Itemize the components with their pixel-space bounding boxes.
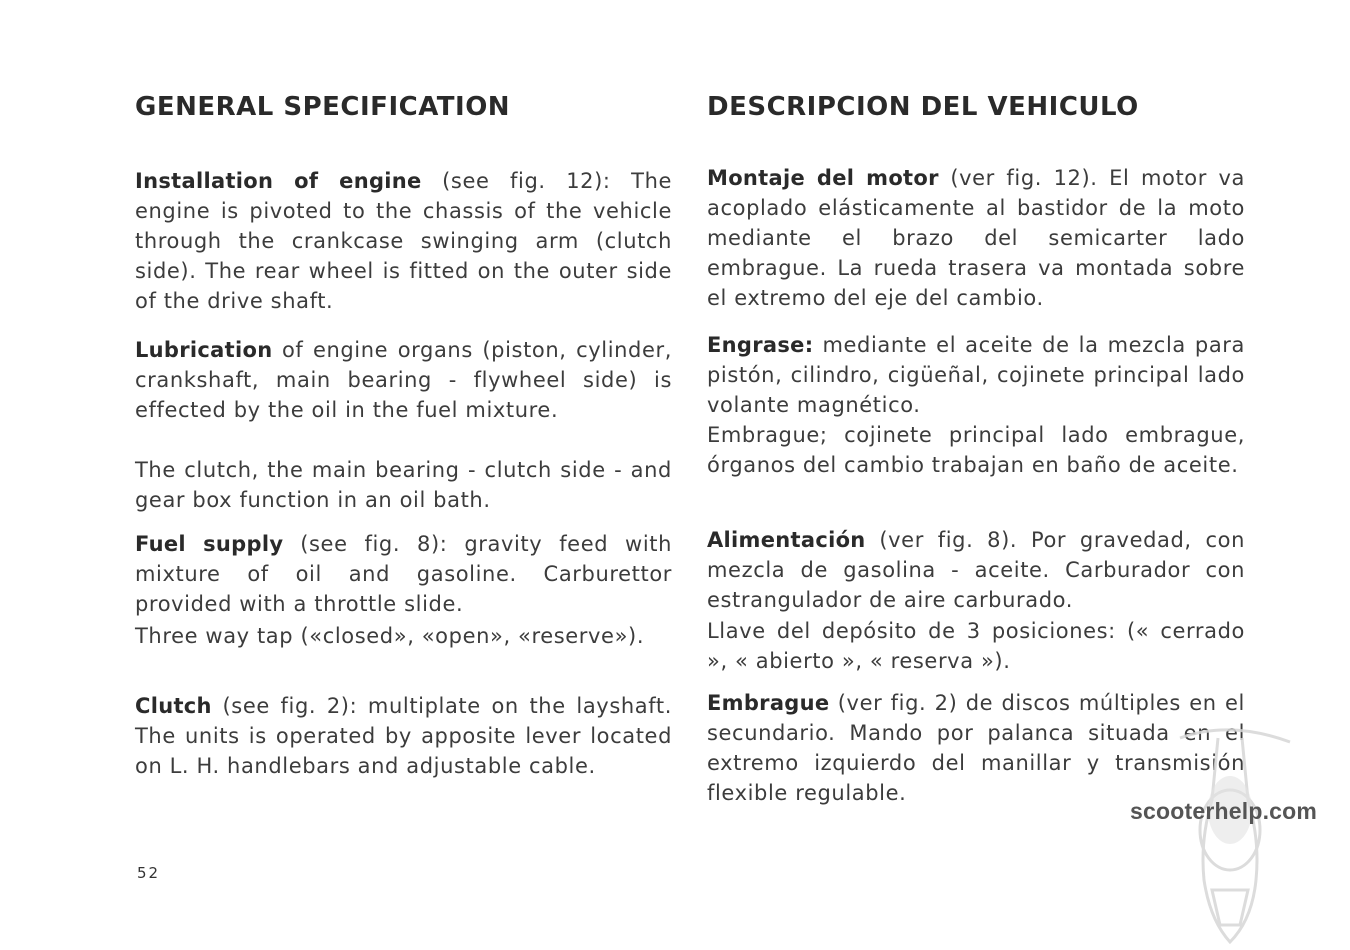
paragraph-text: Llave del depósito de 3 posiciones: (« cerrado », « abierto », « reserva »). <box>707 619 1245 673</box>
paragraph-text: of engine organs (piston, cylinder, crankshaft, main bearing - flywheel side) is effected by the oil in the fuel mixture. <box>135 338 672 422</box>
paragraph-term: Fuel supply <box>135 532 284 556</box>
clutch-paragraph <box>135 691 672 781</box>
fuel-supply-paragraph <box>135 529 672 619</box>
english-heading: GENERAL SPECIFICATION <box>135 92 511 122</box>
paragraph-term: Lubrication <box>135 338 273 362</box>
spanish-heading: DESCRIPCION DEL VEHICULO <box>707 92 1139 122</box>
installation-paragraph <box>135 166 672 316</box>
lubrication-paragraph <box>135 335 672 425</box>
paragraph-term: Embrague <box>707 691 830 715</box>
paragraph-text: Three way tap («closed», «open», «reserve»). <box>135 624 645 648</box>
engrase-paragraph <box>707 330 1245 420</box>
paragraph-text: (see fig. 8): gravity feed with mixture of oil and gasoline. Carburettor provided with a throttle slide. <box>135 532 672 616</box>
paragraph-text: The clutch, the main bearing - clutch side - and gear box function in an oil bath. <box>135 458 672 512</box>
paragraph-text: (ver fig. 12). El motor va acoplado elásticamente al bastidor de la moto mediante el brazo del semicarter lado embrague. La rueda trasera va montada sobre el extremo del eje del cambio. <box>707 166 1245 310</box>
alimentacion-paragraph <box>707 525 1245 615</box>
paragraph-term: Montaje del motor <box>707 166 939 190</box>
paragraph-term: Alimentación <box>707 528 866 552</box>
paragraph-text: (see fig. 2): multiplate on the layshaft. The units is operated by apposite lever located on L. H. handlebars and adjustable cable. <box>135 694 672 778</box>
paragraph-text: Embrague; cojinete principal lado embrague, órganos del cambio trabajan en baño de aceite. <box>707 423 1245 477</box>
scooterhelp-watermark: scooterhelp.com <box>1130 798 1318 824</box>
paragraph-term: Clutch <box>135 694 212 718</box>
tap-paragraph <box>135 621 672 651</box>
paragraph-text: (see fig. 12): The engine is pivoted to the chassis of the vehicle through the crankcase swinging arm (clutch side). The rear wheel is fitted on the outer side of the drive shaft. <box>135 169 673 313</box>
embrague-oil-paragraph <box>707 420 1245 480</box>
montaje-paragraph <box>707 163 1245 313</box>
paragraph-text: (ver fig. 2) de discos múltiples en el secundario. Mando por palanca situada en el extremo izquierdo del manillar y transmisión flexible regulable. <box>707 691 1245 805</box>
paragraph-text: (ver fig. 8). Por gravedad, con mezcla de gasolina - aceite. Carburador con estrangulador de aire carburado. <box>707 528 1245 612</box>
page-number: 52 <box>137 864 161 882</box>
paragraph-text: mediante el aceite de la mezcla para pistón, cilindro, cigüeñal, cojinete principal lado volante magnético. <box>707 333 1245 417</box>
llave-paragraph <box>707 616 1245 676</box>
paragraph-term: Engrase: <box>707 333 814 357</box>
paragraph-term: Installation of engine <box>135 169 422 193</box>
clutch-oil-paragraph <box>135 455 672 515</box>
